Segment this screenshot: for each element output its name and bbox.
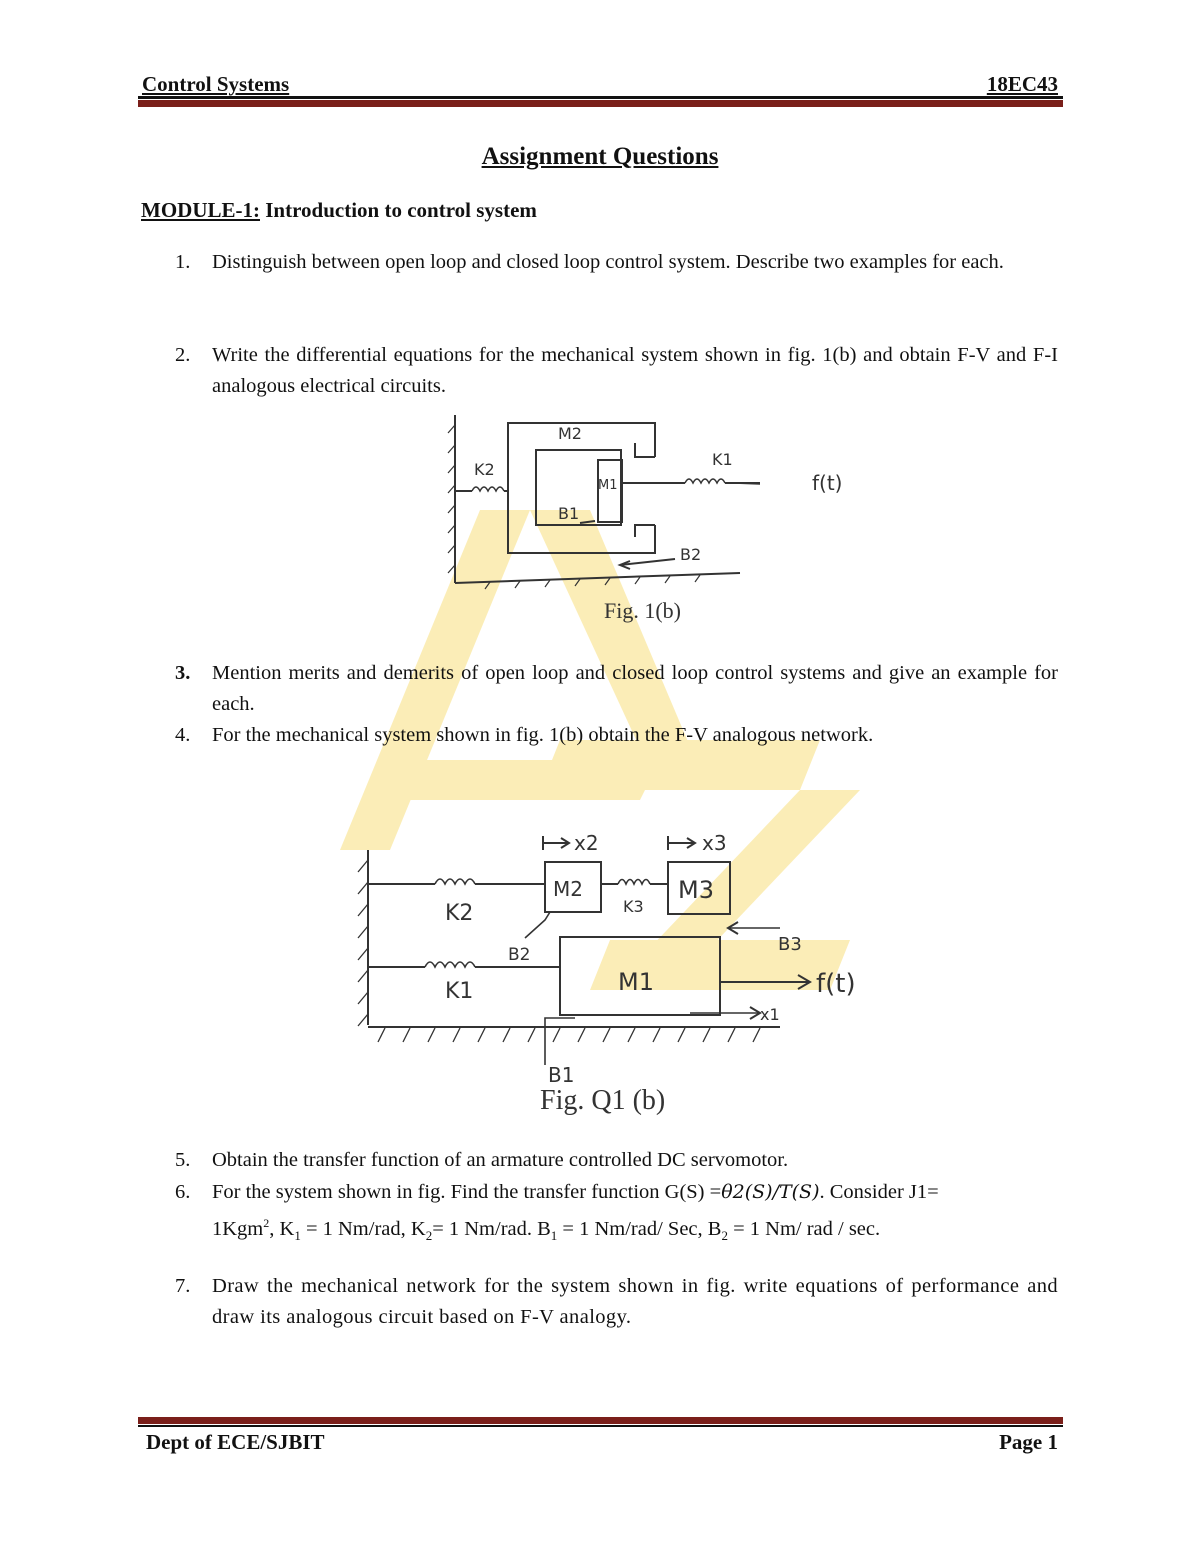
- header-course-code: 18EC43: [986, 72, 1058, 96]
- question-6: [175, 1177, 1058, 1251]
- page-footer: [146, 1430, 1062, 1455]
- question-text: For the system shown in fig. Find the transfer function G(S) =θ2(S)/T(S). Consider J1= 1Kgm$^2$, $K_1 = 1$ Nm/rad, $K_2= 1$ Nm/rad. $B_1 = 1$ Nm/rad/ Sec, $B_2 = 1$ Nm/ rad / sec.: [212, 1181, 939, 1243]
- fig2-label-x1: x1: [760, 1005, 780, 1024]
- question-5: [175, 1145, 1058, 1176]
- fig1-label-m2: M2: [558, 424, 582, 443]
- question-number: 2.: [175, 344, 191, 366]
- module-code: MODULE-1:: [141, 198, 260, 222]
- footer-rule-accent: [138, 1417, 1063, 1424]
- fig2-label-x2: x2: [574, 831, 599, 855]
- question-number: 3.: [175, 662, 191, 684]
- question-text: Draw the mechanical network for the system shown in fig. write equations of performance and draw its analogous circuit based on F-V analogy.: [212, 1275, 1058, 1328]
- fig1-force-label: [810, 468, 870, 498]
- question-number: 1.: [175, 251, 191, 273]
- header-rule: [138, 96, 1063, 99]
- question-1: [175, 247, 1058, 278]
- fig1-label-b2: B2: [680, 545, 702, 564]
- question-text: Write the differential equations for the mechanical system shown in fig. 1(b) and obtain F-V and F-I analogous electrical circuits.: [212, 344, 1058, 397]
- fig2-label-m3: M3: [678, 876, 714, 904]
- question-7: [175, 1271, 1058, 1333]
- module-heading: [141, 198, 537, 223]
- question-number: 5.: [175, 1149, 191, 1171]
- fig2-label-b3: B3: [778, 934, 802, 955]
- fig2-label-x3: x3: [702, 831, 727, 855]
- question-text: For the mechanical system shown in fig. 1(b) obtain the F-V analogous network.: [212, 724, 874, 746]
- question-text: Obtain the transfer function of an armature controlled DC servomotor.: [212, 1149, 789, 1171]
- fig2-label-k3: K3: [623, 897, 644, 916]
- header-subject: Control Systems: [142, 72, 290, 96]
- header-rule-accent: [138, 100, 1063, 107]
- fig2-label-k2: K2: [445, 901, 474, 926]
- footer-department: Dept of ECE/SJBIT: [146, 1430, 325, 1454]
- footer-rule: [138, 1425, 1063, 1427]
- question-number: 6.: [175, 1181, 191, 1203]
- module-name: Introduction to control system: [265, 198, 537, 222]
- fig2-label-b2: B2: [508, 945, 531, 965]
- figure-1b-diagram: [440, 405, 760, 595]
- question-number: 7.: [175, 1275, 191, 1297]
- fig1-label-m1: M1: [598, 478, 618, 493]
- question-3: [175, 658, 1058, 720]
- fig1-label-force: f(t): [812, 471, 843, 495]
- figure-q1b-diagram: [340, 820, 900, 1090]
- question-2: [175, 340, 1058, 402]
- fig2-label-b1: B1: [548, 1063, 575, 1087]
- question-number: 4.: [175, 724, 191, 746]
- fig1-label-b1: B1: [558, 504, 580, 523]
- question-text: Distinguish between open loop and closed loop control system. Describe two examples for each.: [212, 251, 1004, 273]
- figure-1b-caption: Fig. 1(b): [604, 598, 681, 623]
- fig2-label-m2: M2: [553, 877, 583, 901]
- footer-page-number: Page 1: [999, 1430, 1058, 1454]
- figure-q1b-caption: Fig. Q1 (b): [540, 1085, 666, 1116]
- page-title: Assignment Questions: [481, 143, 719, 170]
- fig2-label-force: f(t): [816, 969, 856, 999]
- fig2-label-k1: K1: [445, 979, 474, 1004]
- fig2-label-m1: M1: [618, 968, 654, 996]
- fig1-label-k1: K1: [712, 450, 733, 469]
- question-text: Mention merits and demerits of open loop and closed loop control systems and give an example for each.: [212, 662, 1058, 715]
- fig1-label-k2: K2: [474, 460, 495, 479]
- question-4: [175, 720, 1058, 751]
